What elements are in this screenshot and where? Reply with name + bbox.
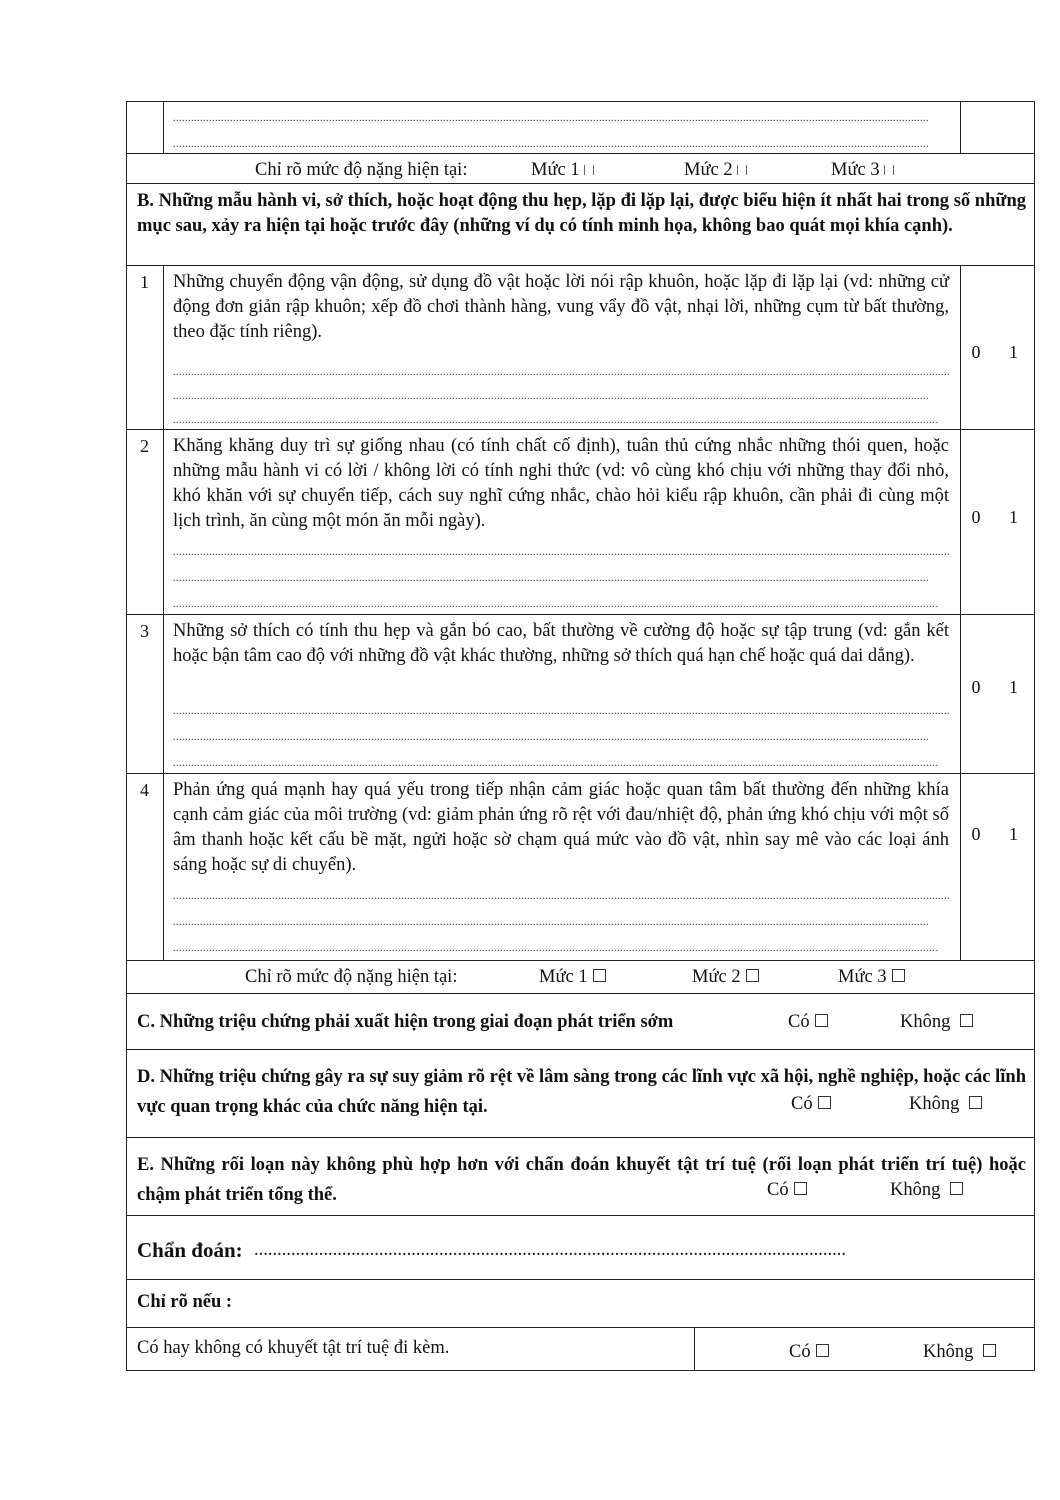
checkbox-icon[interactable] <box>593 969 606 982</box>
fill-line[interactable] <box>173 759 939 769</box>
no-option[interactable]: Không <box>909 1094 982 1115</box>
section-e-row <box>127 1138 1034 1216</box>
checkbox-icon[interactable] <box>818 1096 831 1109</box>
specify-row <box>127 1280 1034 1328</box>
item-score[interactable]: 0 1 <box>971 824 1018 844</box>
fill-line[interactable] <box>173 733 929 743</box>
section-c-row <box>127 994 1034 1050</box>
checkbox-icon[interactable] <box>892 969 905 982</box>
yes-option[interactable]: Có <box>767 1180 807 1201</box>
continuation-row <box>127 102 1034 154</box>
fill-line[interactable] <box>173 114 928 124</box>
item-number: 2 <box>140 436 149 456</box>
yes-option[interactable]: Có <box>789 1342 829 1363</box>
diagnosis-row <box>127 1216 1034 1280</box>
severity-level-3[interactable]: Mức 3 <box>831 160 894 181</box>
severity-level-1[interactable]: Mức 1 <box>531 160 594 181</box>
checkbox-icon[interactable] <box>950 1182 963 1195</box>
checkbox-icon[interactable] <box>584 165 594 175</box>
checkbox-icon[interactable] <box>884 165 894 175</box>
item-text: Phản ứng quá mạnh hay quá yếu trong tiếp nhận cảm giác hoặc quan tâm bất thường đến những khía cạnh cảm giác của môi trường (vd: giảm phản ứng rõ rệt với đau/nhiệt độ, phản ứng khó chịu với một số âm thanh hoặc kết cấu bề mặt, ngửi hoặc sờ chạm quá mức vào đồ vật, nhìn say mê vào các loại ánh sáng hoặc sự di chuyển). <box>173 780 949 875</box>
fill-line[interactable] <box>173 574 929 584</box>
yes-option[interactable]: Có <box>791 1094 831 1115</box>
checkbox-icon[interactable] <box>815 1014 828 1027</box>
intellectual-disability-text: Có hay không có khuyết tật trí tuệ đi kèm. <box>137 1338 450 1358</box>
severity-level-1[interactable]: Mức 1 <box>539 967 606 988</box>
checkbox-icon[interactable] <box>960 1014 973 1027</box>
item-row-3 <box>127 615 1034 774</box>
section-d-text: D. Những triệu chứng gây ra sự suy giảm rõ rệt về lâm sàng trong các lĩnh vực xã hội, nghề nghiệp, hoặc các lĩnh vực quan trọng khác của chức năng hiện tại. <box>137 1067 1026 1117</box>
item-row-1 <box>127 266 1034 430</box>
severity-row-top <box>127 154 1034 184</box>
fill-line[interactable] <box>173 368 949 378</box>
severity-label: Chỉ rõ mức độ nặng hiện tại: <box>255 160 468 180</box>
fill-line[interactable] <box>173 944 939 954</box>
section-b-heading-row <box>127 184 1034 266</box>
fill-line[interactable] <box>173 892 949 902</box>
checkbox-icon[interactable] <box>983 1344 996 1357</box>
item-score[interactable]: 0 1 <box>971 677 1018 697</box>
item-number: 3 <box>140 621 149 641</box>
item-text: Những chuyển động vận động, sử dụng đồ vật hoặc lời nói rập khuôn, hoặc lặp đi lặp lại (vd: những cử động đơn giản rập khuôn; xếp đồ chơi thành hàng, vung vẩy đồ vật, nhại lời, những cụm từ bất thường, theo đặc tính riêng). <box>173 272 949 342</box>
no-option[interactable]: Không <box>923 1342 996 1363</box>
checkbox-icon[interactable] <box>969 1096 982 1109</box>
checkbox-icon[interactable] <box>746 969 759 982</box>
section-e-text: E. Những rối loạn này không phù hợp hơn với chẩn đoán khuyết tật trí tuệ (rối loạn phát triển trí tuệ) hoặc chậm phát triển tổng thể. <box>137 1155 1026 1205</box>
fill-line[interactable] <box>173 416 939 426</box>
severity-level-3[interactable]: Mức 3 <box>838 967 905 988</box>
item-row-2 <box>127 430 1034 615</box>
item-number: 4 <box>140 780 149 800</box>
diagnosis-fill-line[interactable]: ................................................................................................................................ <box>254 1240 846 1260</box>
severity-level-2[interactable]: Mức 2 <box>684 160 747 181</box>
specify-label: Chỉ rõ nếu : <box>137 1292 233 1312</box>
checkbox-icon[interactable] <box>737 165 747 175</box>
fill-line[interactable] <box>173 140 928 150</box>
fill-line[interactable] <box>173 548 949 558</box>
severity-label: Chỉ rõ mức độ nặng hiện tại: <box>245 967 458 987</box>
fill-line[interactable] <box>173 918 929 928</box>
diagnosis-label: Chẩn đoán: <box>137 1238 243 1262</box>
fill-line[interactable] <box>173 600 939 610</box>
item-number: 1 <box>140 272 149 292</box>
severity-level-2[interactable]: Mức 2 <box>692 967 759 988</box>
item-text: Những sở thích có tính thu hẹp và gắn bó cao, bất thường về cường độ hoặc sự tập trung (vd: gắn kết hoặc bận tâm cao độ với những đồ vật khác thường, những sở thích quá hạn chế hoặc quá dai dẳng). <box>173 621 949 666</box>
fill-line[interactable] <box>173 707 949 717</box>
item-score[interactable]: 0 1 <box>971 507 1018 527</box>
fill-line[interactable] <box>173 392 929 402</box>
section-c-text: C. Những triệu chứng phải xuất hiện trong giai đoạn phát triển sớm <box>137 1012 674 1032</box>
intellectual-disability-row <box>127 1328 1034 1370</box>
checkbox-icon[interactable] <box>816 1344 829 1357</box>
severity-row-b <box>127 961 1034 994</box>
section-d-row <box>127 1050 1034 1138</box>
no-option[interactable]: Không <box>900 1012 973 1033</box>
item-text: Khăng khăng duy trì sự giống nhau (có tính chất cố định), tuân thủ cứng nhắc những thói quen, hoặc những mẫu hành vi có lời / không lời có tính nghi thức (vd: vô cùng khó chịu với những thay đổi nhỏ, khó khăn với sự chuyển tiếp, cách suy nghĩ cứng nhắc, chào hỏi kiểu rập khuôn, cần phải đi cùng một lịch trình, ăn cùng một món ăn mỗi ngày). <box>173 436 949 531</box>
checkbox-icon[interactable] <box>794 1182 807 1195</box>
item-row-4 <box>127 774 1034 961</box>
no-option[interactable]: Không <box>890 1180 963 1201</box>
item-score[interactable]: 0 1 <box>971 342 1018 362</box>
section-b-heading: B. Những mẫu hành vi, sở thích, hoặc hoạt động thu hẹp, lặp đi lặp lại, được biểu hiện ít nhất hai trong số những mục sau, xảy ra hiện tại hoặc trước đây (những ví dụ có tính minh họa, không bao quát mọi khía cạnh). <box>137 191 1026 236</box>
form-table <box>126 101 1035 1371</box>
yes-option[interactable]: Có <box>788 1012 828 1033</box>
